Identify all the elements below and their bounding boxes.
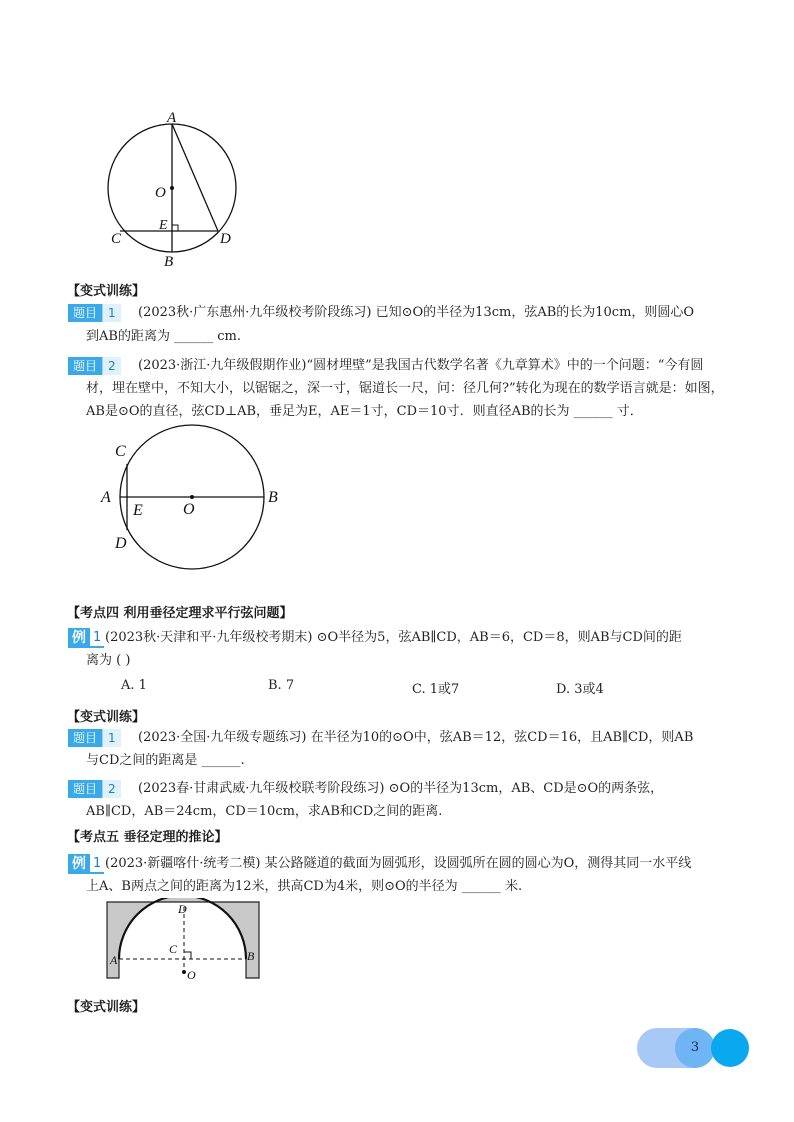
question-2-line-1: (2023·浙江·九年级假期作业)“圆材埋壁”是我国古代数学名著《九章算术》中的一个问题：“今有圆 [138,358,704,373]
fig1-label-c: C [111,231,122,247]
example-tag-2 [68,854,104,874]
fig1-label-b: B [164,254,174,270]
example-tag-1 [68,628,104,648]
fig3-label-o: O [187,968,196,982]
question-3-line-1: (2023·全国·九年级专题练习) 在半径为10的⊙O中，弦AB＝12，弦CD＝16，且AB∥CD，则AB [138,730,694,745]
fig1-label-o: O [155,185,166,201]
question-2-line-2: 材，埋在壁中，不知大小，以锯锯之，深一寸，锯道长一尺，问：径几何?”转化为现在的数学语言就是：如图， [86,381,724,396]
fig2-label-c: C [115,443,126,460]
fig1-label-e: E [159,218,168,233]
question-tag-4 [68,780,121,798]
question-tag-label: 题目 [68,729,102,747]
question-tag-label: 题目 [68,304,102,322]
variant-training-header: 【变式训练】 [67,284,146,299]
example-1-line-1: (2023秋·天津和平·九年级校考期末) ⊙O半径为5，弦AB∥CD，AB＝6，CD＝8，则AB与CD间的距 [105,630,682,645]
fig2-label-d: D [115,535,127,552]
question-1-line-2: 到AB的距离为 ______ cm. [86,329,241,344]
fig3-label-d: D [178,902,187,916]
section-4-title: 【考点四 利用垂径定理求平行弦问题】 [67,606,293,621]
example-1-line-2: 离为 ( ) [86,653,131,668]
fig1-label-a: A [167,110,177,126]
figure-tunnel-arch [104,898,264,984]
example-tag-label: 例 [68,628,90,648]
question-4-line-2: AB∥CD，AB＝24cm，CD＝10cm，求AB和CD之间的距离. [86,804,443,819]
fig2-label-b: B [268,489,278,506]
question-4-line-1: (2023春·甘肃武威·九年级校联考阶段练习) ⊙O的半径为13cm，AB、CD是⊙O的两条弦， [138,781,664,796]
fig3-label-c: C [169,942,178,956]
question-tag-1 [68,304,121,322]
question-tag-2 [68,357,121,375]
question-tag-label: 题目 [68,780,102,798]
question-tag-number: 1 [102,729,121,747]
question-tag-number: 1 [102,304,121,322]
choice-d: D. 3或4 [556,682,604,697]
figure-circle-chord [100,105,250,275]
fig1-label-d: D [220,231,231,247]
example-tag-number: 1 [90,854,104,874]
choice-b: B. 7 [268,678,295,693]
choice-c: C. 1或7 [412,682,460,697]
choice-a: A. 1 [121,678,147,693]
question-tag-number: 2 [102,780,121,798]
page-number-badge [637,1028,752,1068]
variant-training-header: 【变式训练】 [67,710,146,725]
question-tag-3 [68,729,121,747]
fig2-label-a: A [101,489,111,506]
example-2-line-2: 上A、B两点之间的距离为12米，拱高CD为4米，则⊙O的半径为 ______ 米. [86,879,523,894]
fig3-label-a: A [110,953,118,967]
figure-circle-perpendicular-chord [98,420,298,575]
example-tag-label: 例 [68,854,90,874]
example-tag-number: 1 [90,628,104,648]
question-tag-number: 2 [102,357,121,375]
section-5-title: 【考点五 垂径定理的推论】 [67,830,228,845]
fig2-label-e: E [133,502,143,519]
question-tag-label: 题目 [68,357,102,375]
question-2-line-3: AB是⊙O的直径，弦CD⊥AB，垂足为E，AE＝1寸，CD＝10寸．则直径AB的长为 ______ 寸． [86,404,643,419]
badge-right-circle [711,1029,749,1067]
example-2-line-1: (2023·新疆喀什·统考二模) 某公路隧道的截面为圆弧形，设圆弧所在圆的圆心为O，测得其同一水平线 [105,856,692,871]
question-3-line-2: 与CD之间的距离是 ______. [86,753,245,768]
page-number: 3 [690,1040,700,1055]
fig3-label-b: B [247,949,255,963]
question-1-line-1: (2023秋·广东惠州·九年级校考阶段练习) 已知⊙O的半径为13cm，弦AB的长为10cm，则圆心O [138,305,695,320]
variant-training-header: 【变式训练】 [67,1000,146,1015]
fig2-label-o: O [183,501,195,518]
